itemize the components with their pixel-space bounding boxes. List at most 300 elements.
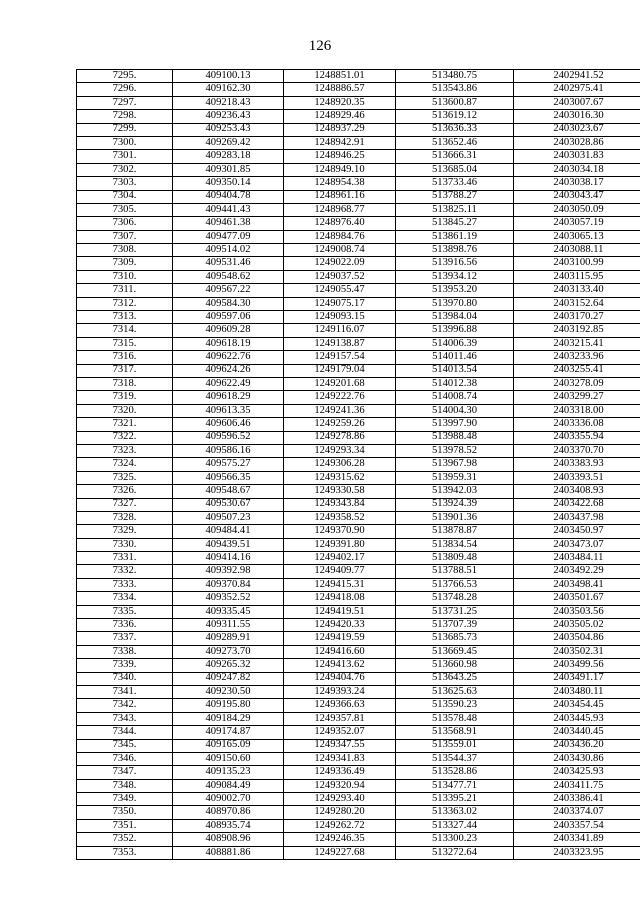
x1-cell: 409414.16 — [173, 552, 284, 565]
y1-cell: 1248976.40 — [284, 217, 396, 230]
point-number-cell: 7313. — [77, 311, 173, 324]
y1-cell: 1249404.76 — [284, 672, 396, 685]
x2-cell: 513959.31 — [396, 471, 514, 484]
x2-cell: 513967.98 — [396, 458, 514, 471]
table-row — [77, 699, 640, 712]
y2-cell: 2403255.41 — [514, 364, 640, 377]
x2-cell: 513300.23 — [396, 833, 514, 846]
point-number-cell: 7333. — [77, 578, 173, 591]
point-number-cell: 7300. — [77, 136, 173, 149]
table-row — [77, 659, 640, 672]
table-row — [77, 96, 640, 109]
table-row — [77, 244, 640, 257]
x2-cell: 513916.56 — [396, 257, 514, 270]
x1-cell: 409218.43 — [173, 96, 284, 109]
x2-cell: 513625.63 — [396, 685, 514, 698]
table-row — [77, 779, 640, 792]
y2-cell: 2403503.56 — [514, 605, 640, 618]
point-number-cell: 7336. — [77, 619, 173, 632]
y2-cell: 2403374.07 — [514, 806, 640, 819]
x1-cell: 409514.02 — [173, 244, 284, 257]
y2-cell: 2403038.17 — [514, 177, 640, 190]
y1-cell: 1249357.81 — [284, 712, 396, 725]
x2-cell: 513970.80 — [396, 297, 514, 310]
x1-cell: 409253.43 — [173, 123, 284, 136]
y1-cell: 1249416.60 — [284, 645, 396, 658]
table-row — [77, 752, 640, 765]
point-number-cell: 7298. — [77, 110, 173, 123]
x1-cell: 409002.70 — [173, 793, 284, 806]
x1-cell: 409597.06 — [173, 311, 284, 324]
x2-cell: 513942.03 — [396, 485, 514, 498]
table-row — [77, 592, 640, 605]
y2-cell: 2403492.29 — [514, 565, 640, 578]
y2-cell: 2403323.95 — [514, 846, 640, 859]
table-row — [77, 404, 640, 417]
y1-cell: 1249418.08 — [284, 592, 396, 605]
y1-cell: 1249320.94 — [284, 779, 396, 792]
y2-cell: 2403473.07 — [514, 538, 640, 551]
y2-cell: 2403491.17 — [514, 672, 640, 685]
y2-cell: 2403393.51 — [514, 471, 640, 484]
point-number-cell: 7349. — [77, 793, 173, 806]
table-row — [77, 645, 640, 658]
y2-cell: 2403034.18 — [514, 163, 640, 176]
y1-cell: 1249055.47 — [284, 284, 396, 297]
y2-cell: 2403502.31 — [514, 645, 640, 658]
x1-cell: 409265.32 — [173, 659, 284, 672]
y1-cell: 1248937.29 — [284, 123, 396, 136]
y2-cell: 2403437.98 — [514, 511, 640, 524]
x2-cell: 513748.28 — [396, 592, 514, 605]
table-row — [77, 136, 640, 149]
table-row — [77, 525, 640, 538]
y2-cell: 2403152.64 — [514, 297, 640, 310]
point-number-cell: 7348. — [77, 779, 173, 792]
point-number-cell: 7327. — [77, 498, 173, 511]
point-number-cell: 7296. — [77, 83, 173, 96]
y1-cell: 1249262.72 — [284, 819, 396, 832]
table-row — [77, 377, 640, 390]
x1-cell: 409606.46 — [173, 418, 284, 431]
x1-cell: 409150.60 — [173, 752, 284, 765]
y1-cell: 1248949.10 — [284, 163, 396, 176]
x2-cell: 513666.31 — [396, 150, 514, 163]
x1-cell: 409618.19 — [173, 337, 284, 350]
y2-cell: 2403088.11 — [514, 244, 640, 257]
y1-cell: 1249347.55 — [284, 739, 396, 752]
y1-cell: 1249293.40 — [284, 793, 396, 806]
y1-cell: 1249008.74 — [284, 244, 396, 257]
point-number-cell: 7317. — [77, 364, 173, 377]
y2-cell: 2402975.41 — [514, 83, 640, 96]
point-number-cell: 7346. — [77, 752, 173, 765]
x1-cell: 409622.49 — [173, 377, 284, 390]
x2-cell: 513543.86 — [396, 83, 514, 96]
point-number-cell: 7295. — [77, 70, 173, 83]
x1-cell: 409370.84 — [173, 578, 284, 591]
x1-cell: 409584.30 — [173, 297, 284, 310]
x2-cell: 513643.25 — [396, 672, 514, 685]
table-row — [77, 833, 640, 846]
table-row — [77, 619, 640, 632]
y2-cell: 2403430.86 — [514, 752, 640, 765]
y2-cell: 2403355.94 — [514, 431, 640, 444]
table-row — [77, 632, 640, 645]
y2-cell: 2403445.93 — [514, 712, 640, 725]
table-row — [77, 565, 640, 578]
y2-cell: 2403498.41 — [514, 578, 640, 591]
x1-cell: 409477.09 — [173, 230, 284, 243]
y2-cell: 2403425.93 — [514, 766, 640, 779]
table-row — [77, 418, 640, 431]
y1-cell: 1249420.33 — [284, 619, 396, 632]
point-number-cell: 7309. — [77, 257, 173, 270]
point-number-cell: 7305. — [77, 203, 173, 216]
page-number: 126 — [308, 38, 332, 54]
table-row — [77, 83, 640, 96]
x2-cell: 513363.02 — [396, 806, 514, 819]
x1-cell: 409273.70 — [173, 645, 284, 658]
x1-cell: 409548.67 — [173, 485, 284, 498]
x2-cell: 513590.23 — [396, 699, 514, 712]
point-number-cell: 7344. — [77, 726, 173, 739]
y2-cell: 2403278.09 — [514, 377, 640, 390]
point-number-cell: 7340. — [77, 672, 173, 685]
point-number-cell: 7307. — [77, 230, 173, 243]
table-row — [77, 766, 640, 779]
x2-cell: 513845.27 — [396, 217, 514, 230]
point-number-cell: 7351. — [77, 819, 173, 832]
x2-cell: 513731.25 — [396, 605, 514, 618]
table-row — [77, 485, 640, 498]
x1-cell: 409439.51 — [173, 538, 284, 551]
point-number-cell: 7328. — [77, 511, 173, 524]
point-number-cell: 7316. — [77, 351, 173, 364]
y2-cell: 2403450.97 — [514, 525, 640, 538]
point-number-cell: 7297. — [77, 96, 173, 109]
table-row — [77, 806, 640, 819]
y2-cell: 2403115.95 — [514, 270, 640, 283]
x2-cell: 513834.54 — [396, 538, 514, 551]
point-number-cell: 7341. — [77, 685, 173, 698]
point-number-cell: 7337. — [77, 632, 173, 645]
table-row — [77, 511, 640, 524]
point-number-cell: 7352. — [77, 833, 173, 846]
point-number-cell: 7334. — [77, 592, 173, 605]
table-row — [77, 364, 640, 377]
table-row — [77, 605, 640, 618]
x1-cell: 409441.43 — [173, 203, 284, 216]
x2-cell: 513327.44 — [396, 819, 514, 832]
x2-cell: 513978.52 — [396, 444, 514, 457]
point-number-cell: 7350. — [77, 806, 173, 819]
point-number-cell: 7339. — [77, 659, 173, 672]
table-row — [77, 712, 640, 725]
table-row — [77, 230, 640, 243]
table-row — [77, 123, 640, 136]
y2-cell: 2403023.67 — [514, 123, 640, 136]
x1-cell: 409184.29 — [173, 712, 284, 725]
table-row — [77, 471, 640, 484]
y1-cell: 1249358.52 — [284, 511, 396, 524]
y1-cell: 1249343.84 — [284, 498, 396, 511]
y1-cell: 1249341.83 — [284, 752, 396, 765]
point-number-cell: 7312. — [77, 297, 173, 310]
y2-cell: 2403233.96 — [514, 351, 640, 364]
x2-cell: 513568.91 — [396, 726, 514, 739]
x1-cell: 409350.14 — [173, 177, 284, 190]
y2-cell: 2403408.93 — [514, 485, 640, 498]
table-row — [77, 203, 640, 216]
y1-cell: 1249157.54 — [284, 351, 396, 364]
y2-cell: 2403411.75 — [514, 779, 640, 792]
table-row — [77, 217, 640, 230]
x1-cell: 409392.98 — [173, 565, 284, 578]
x2-cell: 513480.75 — [396, 70, 514, 83]
y2-cell: 2403504.86 — [514, 632, 640, 645]
table-row — [77, 257, 640, 270]
y1-cell: 1248954.38 — [284, 177, 396, 190]
y1-cell: 1249370.90 — [284, 525, 396, 538]
y1-cell: 1249278.86 — [284, 431, 396, 444]
table-row — [77, 190, 640, 203]
x2-cell: 513477.71 — [396, 779, 514, 792]
y1-cell: 1249419.51 — [284, 605, 396, 618]
table-row — [77, 793, 640, 806]
y1-cell: 1249280.20 — [284, 806, 396, 819]
x2-cell: 513996.88 — [396, 324, 514, 337]
y2-cell: 2403007.67 — [514, 96, 640, 109]
x2-cell: 513934.12 — [396, 270, 514, 283]
y1-cell: 1249393.24 — [284, 685, 396, 698]
x1-cell: 409289.91 — [173, 632, 284, 645]
y1-cell: 1249037.52 — [284, 270, 396, 283]
y2-cell: 2403299.27 — [514, 391, 640, 404]
point-number-cell: 7319. — [77, 391, 173, 404]
y1-cell: 1249241.36 — [284, 404, 396, 417]
table-row — [77, 270, 640, 283]
x1-cell: 409165.09 — [173, 739, 284, 752]
x1-cell: 409461.38 — [173, 217, 284, 230]
x2-cell: 513707.39 — [396, 619, 514, 632]
x1-cell: 408935.74 — [173, 819, 284, 832]
x2-cell: 514008.74 — [396, 391, 514, 404]
x1-cell: 409283.18 — [173, 150, 284, 163]
x1-cell: 409174.87 — [173, 726, 284, 739]
y2-cell: 2403170.27 — [514, 311, 640, 324]
y1-cell: 1248984.76 — [284, 230, 396, 243]
table-row — [77, 311, 640, 324]
x2-cell: 513685.73 — [396, 632, 514, 645]
point-number-cell: 7330. — [77, 538, 173, 551]
x2-cell: 513924.39 — [396, 498, 514, 511]
x2-cell: 513901.36 — [396, 511, 514, 524]
x1-cell: 409247.82 — [173, 672, 284, 685]
point-number-cell: 7315. — [77, 337, 173, 350]
point-number-cell: 7347. — [77, 766, 173, 779]
x2-cell: 513544.37 — [396, 752, 514, 765]
y1-cell: 1249306.28 — [284, 458, 396, 471]
x1-cell: 409507.23 — [173, 511, 284, 524]
table-row — [77, 498, 640, 511]
y2-cell: 2403484.11 — [514, 552, 640, 565]
x1-cell: 409624.26 — [173, 364, 284, 377]
x2-cell: 513825.11 — [396, 203, 514, 216]
point-number-cell: 7306. — [77, 217, 173, 230]
x1-cell: 409566.35 — [173, 471, 284, 484]
y1-cell: 1249352.07 — [284, 726, 396, 739]
y1-cell: 1249222.76 — [284, 391, 396, 404]
point-number-cell: 7318. — [77, 377, 173, 390]
y1-cell: 1249116.07 — [284, 324, 396, 337]
x2-cell: 513861.19 — [396, 230, 514, 243]
x1-cell: 409311.55 — [173, 619, 284, 632]
x1-cell: 409548.62 — [173, 270, 284, 283]
x2-cell: 513997.90 — [396, 418, 514, 431]
y2-cell: 2402941.52 — [514, 70, 640, 83]
y1-cell: 1249179.04 — [284, 364, 396, 377]
y1-cell: 1248968.77 — [284, 203, 396, 216]
y2-cell: 2403501.67 — [514, 592, 640, 605]
table-row — [77, 444, 640, 457]
y2-cell: 2403192.85 — [514, 324, 640, 337]
point-number-cell: 7338. — [77, 645, 173, 658]
y1-cell: 1249075.17 — [284, 297, 396, 310]
x2-cell: 513636.33 — [396, 123, 514, 136]
point-number-cell: 7353. — [77, 846, 173, 859]
x1-cell: 409484.41 — [173, 525, 284, 538]
table-row — [77, 110, 640, 123]
table-row — [77, 846, 640, 859]
x1-cell: 408970.86 — [173, 806, 284, 819]
y1-cell: 1249022.09 — [284, 257, 396, 270]
x1-cell: 409531.46 — [173, 257, 284, 270]
point-number-cell: 7310. — [77, 270, 173, 283]
x1-cell: 409230.50 — [173, 685, 284, 698]
y1-cell: 1249330.58 — [284, 485, 396, 498]
x1-cell: 409269.42 — [173, 136, 284, 149]
x2-cell: 513652.46 — [396, 136, 514, 149]
x1-cell: 409352.52 — [173, 592, 284, 605]
y2-cell: 2403043.47 — [514, 190, 640, 203]
x2-cell: 514012.38 — [396, 377, 514, 390]
x2-cell: 513953.20 — [396, 284, 514, 297]
x1-cell: 409335.45 — [173, 605, 284, 618]
y1-cell: 1249415.31 — [284, 578, 396, 591]
table-row — [77, 324, 640, 337]
point-number-cell: 7343. — [77, 712, 173, 725]
point-number-cell: 7329. — [77, 525, 173, 538]
y1-cell: 1248961.16 — [284, 190, 396, 203]
point-number-cell: 7325. — [77, 471, 173, 484]
y1-cell: 1249419.59 — [284, 632, 396, 645]
x2-cell: 513988.48 — [396, 431, 514, 444]
point-number-cell: 7314. — [77, 324, 173, 337]
y2-cell: 2403370.70 — [514, 444, 640, 457]
y2-cell: 2403318.00 — [514, 404, 640, 417]
y1-cell: 1248851.01 — [284, 70, 396, 83]
x2-cell: 513878.87 — [396, 525, 514, 538]
x2-cell: 514004.30 — [396, 404, 514, 417]
x2-cell: 514013.54 — [396, 364, 514, 377]
x1-cell: 408881.86 — [173, 846, 284, 859]
y2-cell: 2403133.40 — [514, 284, 640, 297]
coordinates-table — [76, 69, 640, 860]
x1-cell: 409609.28 — [173, 324, 284, 337]
y2-cell: 2403505.02 — [514, 619, 640, 632]
x2-cell: 513984.04 — [396, 311, 514, 324]
x2-cell: 513528.86 — [396, 766, 514, 779]
y2-cell: 2403386.41 — [514, 793, 640, 806]
table-row — [77, 431, 640, 444]
x1-cell: 409618.29 — [173, 391, 284, 404]
y2-cell: 2403028.86 — [514, 136, 640, 149]
point-number-cell: 7326. — [77, 485, 173, 498]
y2-cell: 2403436.20 — [514, 739, 640, 752]
point-number-cell: 7324. — [77, 458, 173, 471]
table-row — [77, 163, 640, 176]
x1-cell: 409596.52 — [173, 431, 284, 444]
point-number-cell: 7331. — [77, 552, 173, 565]
x2-cell: 513395.21 — [396, 793, 514, 806]
point-number-cell: 7332. — [77, 565, 173, 578]
y2-cell: 2403454.45 — [514, 699, 640, 712]
y1-cell: 1249413.62 — [284, 659, 396, 672]
x2-cell: 513600.87 — [396, 96, 514, 109]
x2-cell: 513766.53 — [396, 578, 514, 591]
y1-cell: 1249315.62 — [284, 471, 396, 484]
point-number-cell: 7323. — [77, 444, 173, 457]
y1-cell: 1248886.57 — [284, 83, 396, 96]
x1-cell: 409622.76 — [173, 351, 284, 364]
x1-cell: 409613.35 — [173, 404, 284, 417]
y2-cell: 2403057.19 — [514, 217, 640, 230]
table-row — [77, 70, 640, 83]
y1-cell: 1248942.91 — [284, 136, 396, 149]
y2-cell: 2403050.09 — [514, 203, 640, 216]
x2-cell: 513685.04 — [396, 163, 514, 176]
y2-cell: 2403422.68 — [514, 498, 640, 511]
y1-cell: 1249201.68 — [284, 377, 396, 390]
y2-cell: 2403499.56 — [514, 659, 640, 672]
x1-cell: 409195.80 — [173, 699, 284, 712]
table-row — [77, 578, 640, 591]
y1-cell: 1249409.77 — [284, 565, 396, 578]
y1-cell: 1249138.87 — [284, 337, 396, 350]
y2-cell: 2403383.93 — [514, 458, 640, 471]
x2-cell: 513559.01 — [396, 739, 514, 752]
table-row — [77, 150, 640, 163]
y1-cell: 1248920.35 — [284, 96, 396, 109]
x2-cell: 513898.76 — [396, 244, 514, 257]
x2-cell: 513660.98 — [396, 659, 514, 672]
y2-cell: 2403440.45 — [514, 726, 640, 739]
table-row — [77, 672, 640, 685]
table-row — [77, 391, 640, 404]
y2-cell: 2403065.13 — [514, 230, 640, 243]
y1-cell: 1249093.15 — [284, 311, 396, 324]
x1-cell: 409100.13 — [173, 70, 284, 83]
x2-cell: 513272.64 — [396, 846, 514, 859]
point-number-cell: 7322. — [77, 431, 173, 444]
x2-cell: 513619.12 — [396, 110, 514, 123]
x2-cell: 513733.46 — [396, 177, 514, 190]
table-row — [77, 538, 640, 551]
x2-cell: 513788.51 — [396, 565, 514, 578]
y1-cell: 1249402.17 — [284, 552, 396, 565]
point-number-cell: 7311. — [77, 284, 173, 297]
